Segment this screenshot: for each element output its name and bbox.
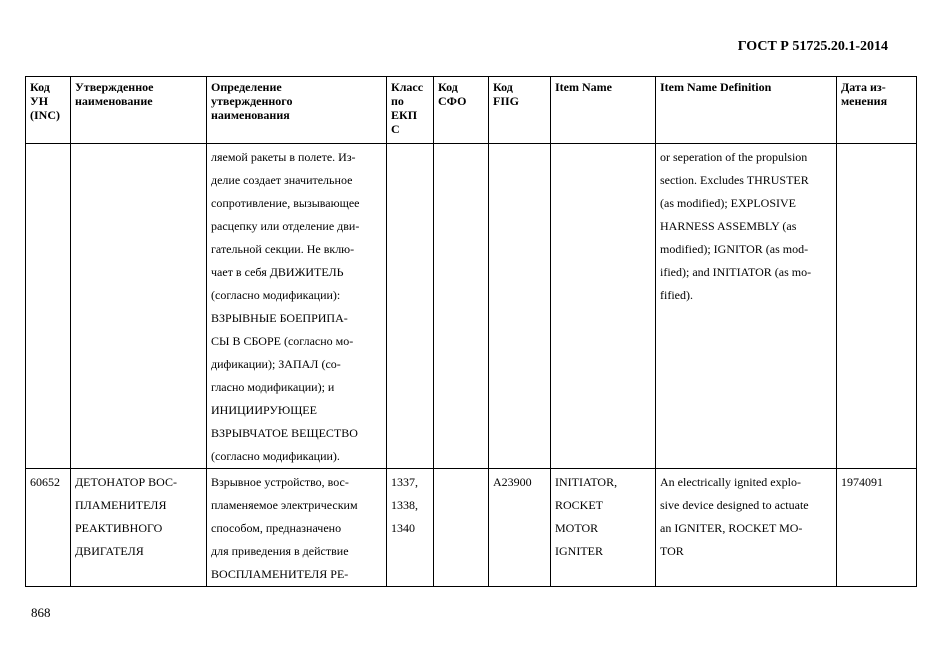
cell-change-date bbox=[837, 469, 917, 587]
cell-line: modified); IGNITOR (as mod- bbox=[660, 242, 809, 256]
cell-line: Класс bbox=[391, 80, 424, 94]
cell-line: УН bbox=[30, 94, 49, 108]
cell-line: ДВИГАТЕЛЯ bbox=[75, 544, 144, 558]
data-table bbox=[25, 76, 917, 587]
cell-line: гласно модификации); и bbox=[211, 380, 335, 394]
cell-line: сопротивление, вызывающее bbox=[211, 196, 360, 210]
cell-line: наименования bbox=[211, 108, 290, 122]
cell-line: способом, предназначено bbox=[211, 521, 342, 535]
col-header-sfo bbox=[434, 77, 489, 144]
cell-definition bbox=[207, 469, 387, 587]
cell-line: Дата из- bbox=[841, 80, 886, 94]
standard-number: ГОСТ Р 51725.20.1-2014 bbox=[737, 39, 888, 54]
cell-line: СЫ В СБОРЕ (согласно мо- bbox=[211, 334, 354, 348]
cell-line: ляемой ракеты в полете. Из- bbox=[211, 150, 356, 164]
cell-item-name bbox=[551, 144, 656, 469]
col-header-change-date bbox=[837, 77, 917, 144]
cell-line: ПЛАМЕНИТЕЛЯ bbox=[75, 498, 167, 512]
cell-line: an IGNITER, ROCKET MO- bbox=[660, 521, 803, 535]
col-header-item-definition bbox=[656, 77, 837, 144]
cell-line: ИНИЦИИРУЮЩЕЕ bbox=[211, 403, 317, 417]
table-row bbox=[26, 144, 917, 469]
cell-line: чает в себя ДВИЖИТЕЛЬ bbox=[211, 265, 344, 279]
cell-line: (согласно модификации). bbox=[211, 449, 340, 463]
cell-item-name bbox=[551, 469, 656, 587]
col-header-inc bbox=[26, 77, 71, 144]
cell-line: HARNESS ASSEMBLY (as bbox=[660, 219, 797, 233]
col-header-fiig bbox=[489, 77, 551, 144]
cell-line: Утвержденное bbox=[75, 80, 154, 94]
cell-line: (согласно модификации): bbox=[211, 288, 341, 302]
cell-fiig bbox=[489, 144, 551, 469]
cell-line: or seperation of the propulsion bbox=[660, 150, 808, 164]
cell-line: (INC) bbox=[30, 108, 60, 122]
cell-line: An electrically ignited explo- bbox=[660, 475, 801, 489]
cell-line: INITIATOR, bbox=[555, 475, 618, 489]
col-header-item-name bbox=[551, 77, 656, 144]
cell-line: fified). bbox=[660, 288, 693, 302]
cell-line: ified); and INITIATOR (as mo- bbox=[660, 265, 812, 279]
cell-line: дификации); ЗАПАЛ (со- bbox=[211, 357, 341, 371]
cell-approved-name bbox=[71, 469, 207, 587]
cell-sfo bbox=[434, 469, 489, 587]
col-header-approved-name bbox=[71, 77, 207, 144]
cell-line: утвержденного bbox=[211, 94, 293, 108]
cell-fiig bbox=[489, 469, 551, 587]
cell-line: РЕАКТИВНОГО bbox=[75, 521, 163, 535]
cell-line: 60652 bbox=[30, 475, 60, 489]
header-row bbox=[26, 77, 917, 144]
cell-line: 1337, bbox=[391, 475, 418, 489]
cell-line: делие создает значительное bbox=[211, 173, 353, 187]
cell-line: ДЕТОНАТОР ВОС- bbox=[75, 475, 177, 489]
cell-line: Item Name bbox=[555, 80, 612, 94]
cell-change-date bbox=[837, 144, 917, 469]
cell-line: менения bbox=[841, 94, 888, 108]
cell-line: 1340 bbox=[391, 521, 415, 535]
cell-class bbox=[387, 144, 434, 469]
cell-approved-name bbox=[71, 144, 207, 469]
cell-line: ВЗРЫВЧАТОЕ ВЕЩЕСТВО bbox=[211, 426, 358, 440]
col-header-class bbox=[387, 77, 434, 144]
cell-class bbox=[387, 469, 434, 587]
table-row bbox=[26, 469, 917, 587]
cell-item-definition bbox=[656, 469, 837, 587]
cell-line: TOR bbox=[660, 544, 684, 558]
col-header-definition bbox=[207, 77, 387, 144]
cell-item-definition bbox=[656, 144, 837, 469]
cell-line: ВЗРЫВНЫЕ БОЕПРИПА- bbox=[211, 311, 348, 325]
cell-line: IGNITER bbox=[555, 544, 603, 558]
cell-line: Item Name Definition bbox=[660, 80, 772, 94]
page-number: 868 bbox=[31, 605, 51, 620]
cell-line: по bbox=[391, 94, 404, 108]
cell-line: гательной секции. Не вклю- bbox=[211, 242, 355, 256]
cell-line: СФО bbox=[438, 94, 467, 108]
cell-line: Определение bbox=[211, 80, 282, 94]
cell-line: MOTOR bbox=[555, 521, 599, 535]
cell-definition bbox=[207, 144, 387, 469]
cell-inc bbox=[26, 469, 71, 587]
cell-line: FIIG bbox=[493, 94, 520, 108]
cell-line: (as modified); EXPLOSIVE bbox=[660, 196, 796, 210]
cell-line: С bbox=[391, 122, 400, 136]
cell-line: ROCKET bbox=[555, 498, 603, 512]
cell-line: ЕКП bbox=[391, 108, 418, 122]
cell-inc bbox=[26, 144, 71, 469]
cell-line: Код bbox=[30, 80, 50, 94]
cell-line: расцепку или отделение дви- bbox=[211, 219, 360, 233]
cell-line: Код bbox=[493, 80, 513, 94]
cell-line: для приведения в действие bbox=[211, 544, 349, 558]
cell-line: 1974091 bbox=[841, 475, 883, 489]
cell-sfo bbox=[434, 144, 489, 469]
cell-line: sive device designed to actuate bbox=[660, 498, 809, 512]
cell-line: section. Excludes THRUSTER bbox=[660, 173, 809, 187]
cell-line: пламеняемое электрическим bbox=[211, 498, 358, 512]
cell-line: Код bbox=[438, 80, 458, 94]
cell-line: ВОСПЛАМЕНИТЕЛЯ РЕ- bbox=[211, 567, 349, 581]
cell-line: Взрывное устройство, вос- bbox=[211, 475, 349, 489]
cell-line: A23900 bbox=[493, 475, 532, 489]
cell-line: наименование bbox=[75, 94, 153, 108]
cell-line: 1338, bbox=[391, 498, 418, 512]
